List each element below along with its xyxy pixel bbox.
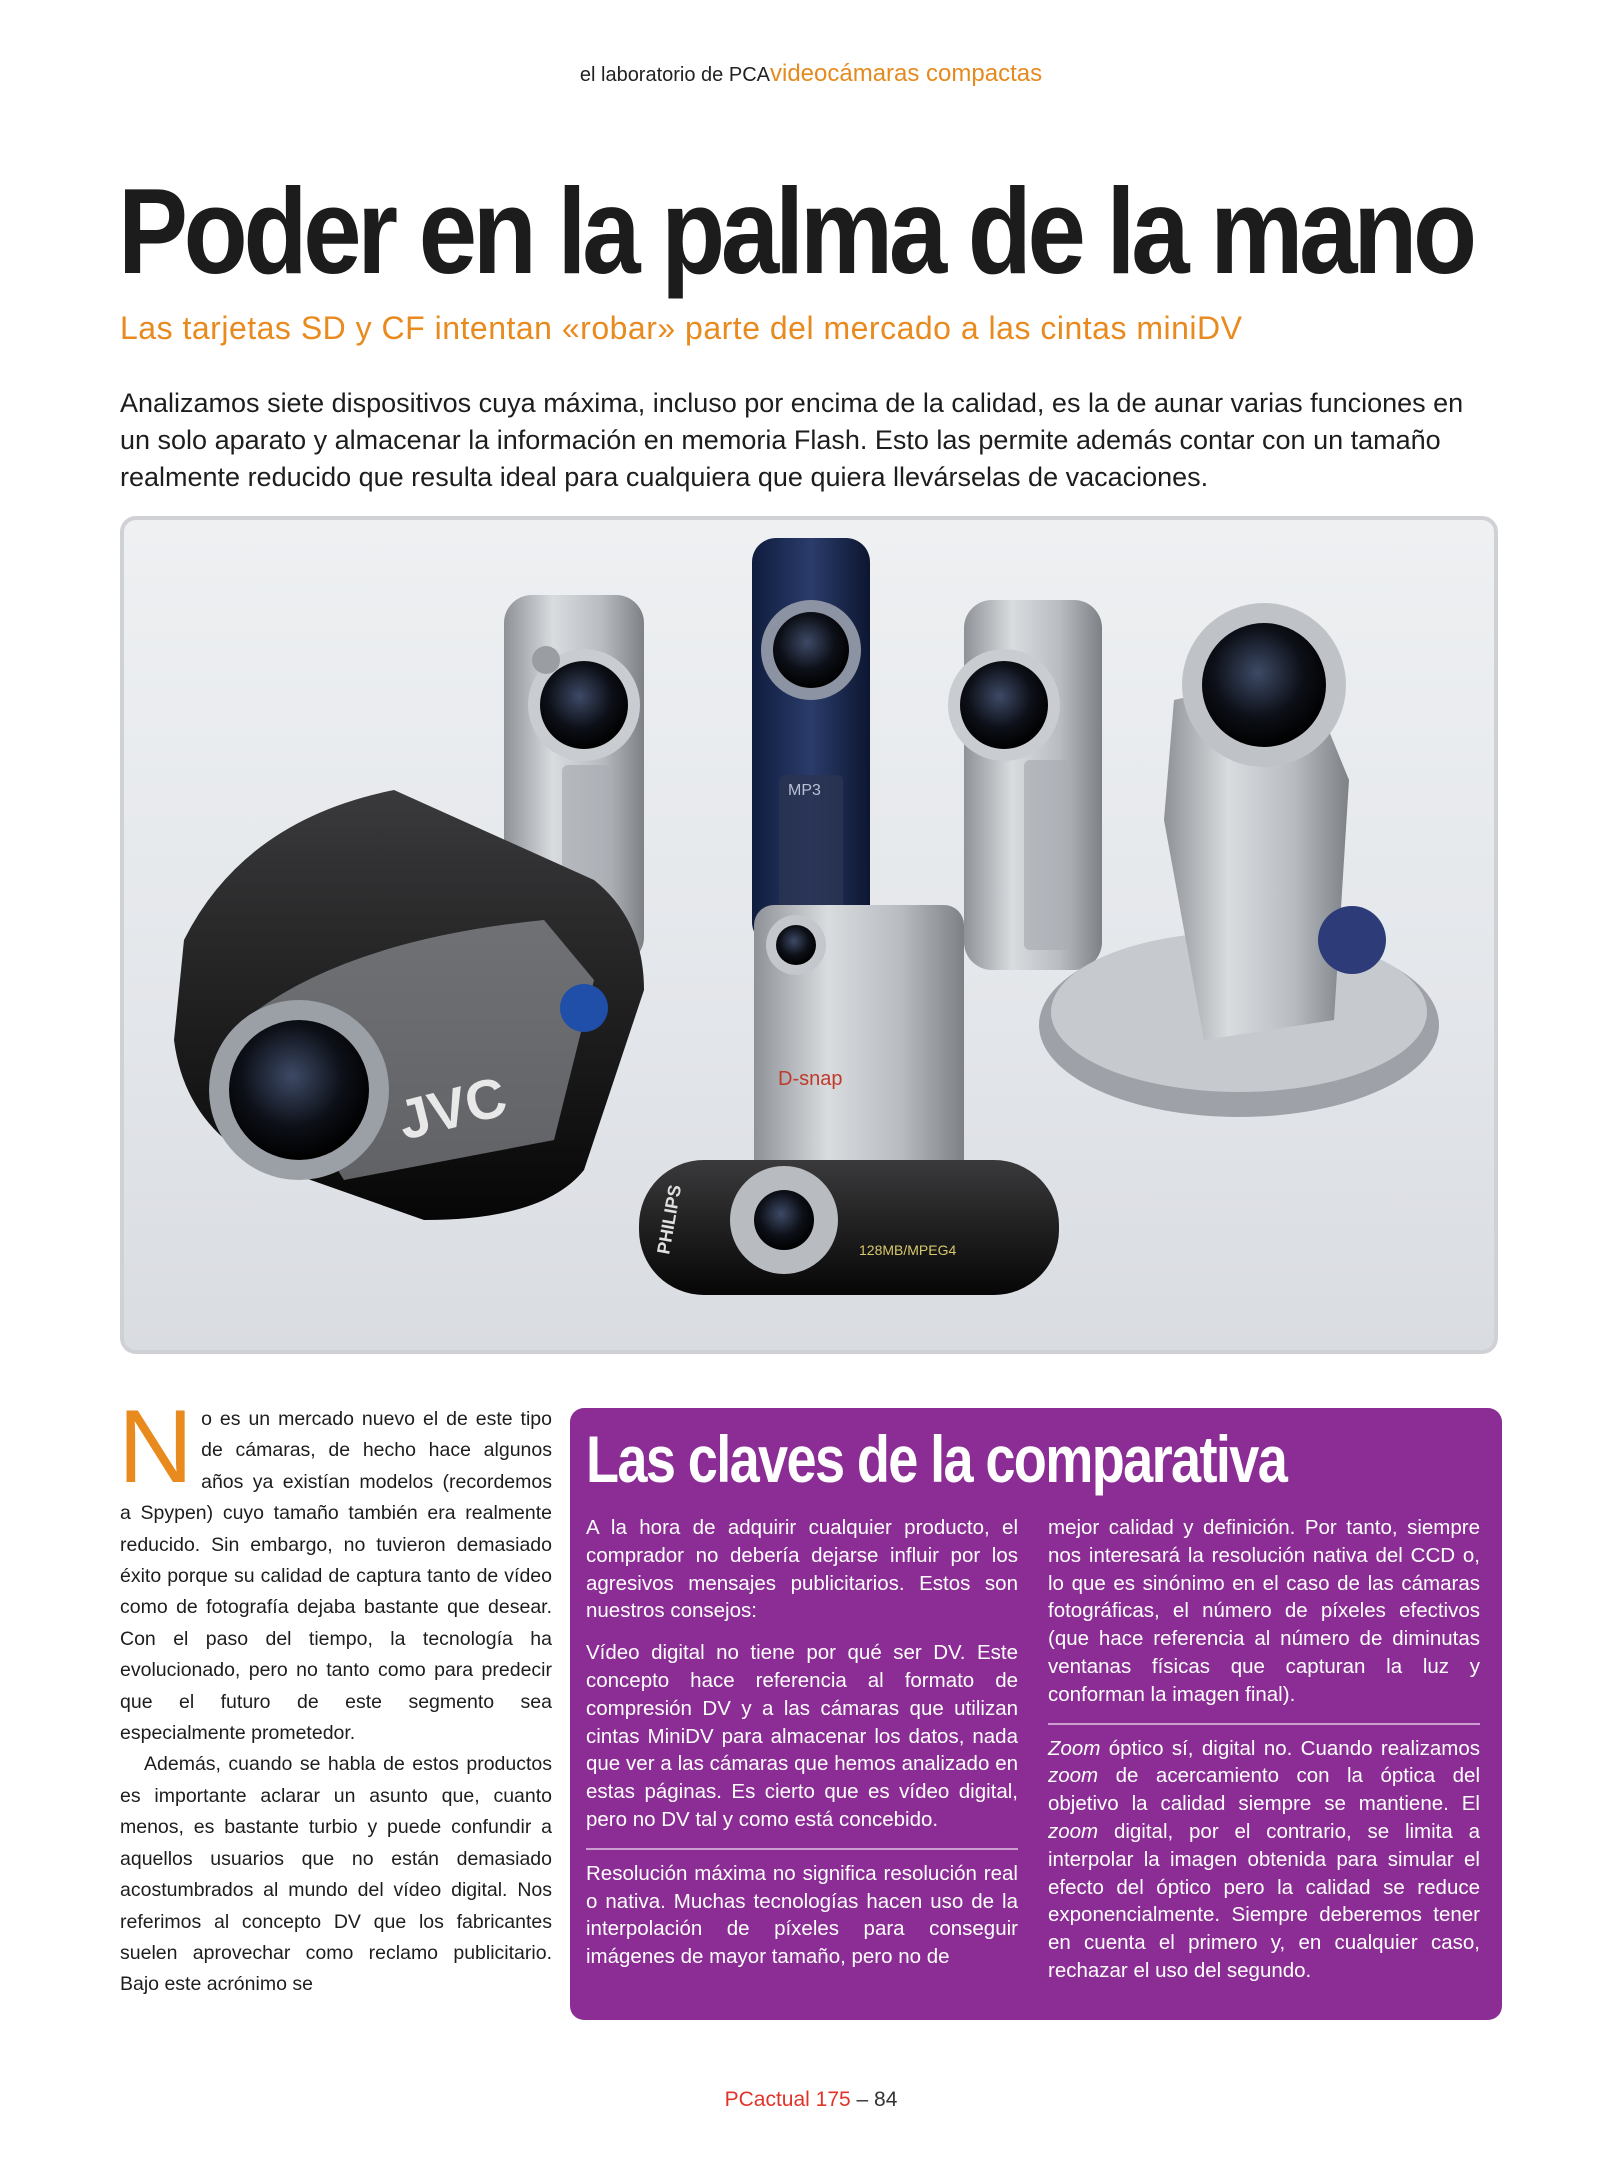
page-footer [0,2088,1622,2112]
sidebar-title: Las claves de la comparativa [586,1422,1287,1496]
drop-cap: N [118,1389,194,1505]
dsnap-label: D-snap [778,1068,843,1090]
page-number: 84 [874,2088,898,2111]
zoom-text-a: óptico sí, digital no. Cuando realizamos [1100,1736,1480,1760]
mp3-label: MP3 [788,782,821,799]
sidebar-intro: A la hora de adquirir cualquier producto, el comprador no debería dejarse influir por los agresivos mensajes publicitarios. Estos son nuestros consejos: [586,1516,1018,1623]
zoom-text-c: digital, por el contrario, se limita a interpolar la imagen obtenida para simular el efecto del óptico pero la calidad se reduce exponencialmente. Siempre deberemos tener en cuenta el primero y, en cualquier caso, rechazar el uso del segundo. [1048,1819,1480,1982]
body-paragraph-1: o es un mercado nuevo el de este tipo de cámaras, de hecho hace algunos años ya existían modelos (recordemos a Spypen) cuyo tamaño también era realmente reducido. Sin embargo, no tuvieron demasiado éxito porque su calidad de captura tanto de vídeo como de fotografía dejaba bastante que desear. Con el paso del tiempo, la tecnología ha evolucionado, pero no tanto como para predecir que el futuro de este segmento sea especialmente prometedor. [120,1408,552,1745]
camera-philips [639,1160,1059,1295]
sidebar-column-1 [586,1514,1018,1985]
body-paragraph-2: Además, cuando se habla de estos productos es importante aclarar un asunto que, cuanto menos, es bastante turbio y puede confundir a aquellos usuarios que no están demasiado acostumbrados al mundo del vídeo digital. Nos referimos al concepto DV que los fabricantes suelen aprovechar como reclamo publicitario. Bajo este acrónimo se [120,1753,552,1996]
philips-logo: PHILIPS [653,1183,686,1256]
zoom-text-b: de acercamiento con la óptica del objetivo la calidad siempre se mantiene. El [1048,1764,1480,1816]
camera-navy [752,538,870,946]
article-lead: Analizamos siete dispositivos cuya máxima, incluso por encima de la calidad, es la de aunar varias funciones en un solo aparato y almacenar la información en memoria Flash. Esto las permite además contar con un tamaño realmente reducido que resulta ideal para cualquiera que quiera llevárselas de vacaciones. [120,388,1464,492]
mpeg4-label: 128MB/MPEG4 [859,1242,957,1258]
section-label: el laboratorio de PCA [579,64,770,86]
camcorders-photo [120,516,1498,1354]
article-title: Poder en la palma de la mano [118,163,1473,299]
body-column [118,1389,552,2001]
sidebar-tip-resolution-cont: mejor calidad y definición. Por tanto, siempre nos interesará la resolución nativa del CCD o, lo que es sinónimo en el caso de las cámaras fotográficas, el número de píxeles efectivos (que hace referencia al número de diminutas ventanas físicas que capturan la luz y conforman la imagen final). [1048,1516,1480,1706]
publication-name: PCactual 175 [724,2088,851,2111]
divider [1048,1723,1480,1725]
zoom-term: zoom [1048,1819,1099,1843]
sidebar-tip-resolution: Resolución máxima no significa resolución real o nativa. Muchas tecnologías hacen uso de la interpolación de píxeles para conseguir imágenes de mayor tamaño, pero no de [586,1861,1018,1969]
article-subtitle: Las tarjetas SD y CF intentan «robar» parte del mercado a las cintas miniDV [120,310,1243,346]
sidebar-tip-zoom [1048,1735,1480,1985]
footer-separator: – [850,2088,875,2111]
sidebar-box [570,1408,1502,2020]
zoom-term: zoom [1048,1764,1099,1788]
jvc-logo: JVC [391,1064,513,1152]
topic-label: videocámaras compactas [769,60,1043,87]
zoom-term: Zoom [1048,1736,1101,1760]
running-head [0,60,1622,88]
camera-silver-right [948,600,1102,970]
camera-dsnap [754,905,964,1185]
sidebar-tip-dv: Vídeo digital no tiene por qué ser DV. Este concepto hace referencia al formato de compresión DV y a las cámaras que utilizan cintas MiniDV para almacenar los datos, nada que ver a las cámaras que hemos analizado en estas páginas. Es cierto que es vídeo digital, pero no DV tal y como está concebido. [586,1641,1018,1831]
divider [586,1848,1018,1850]
sidebar-column-2 [1048,1514,1480,1999]
